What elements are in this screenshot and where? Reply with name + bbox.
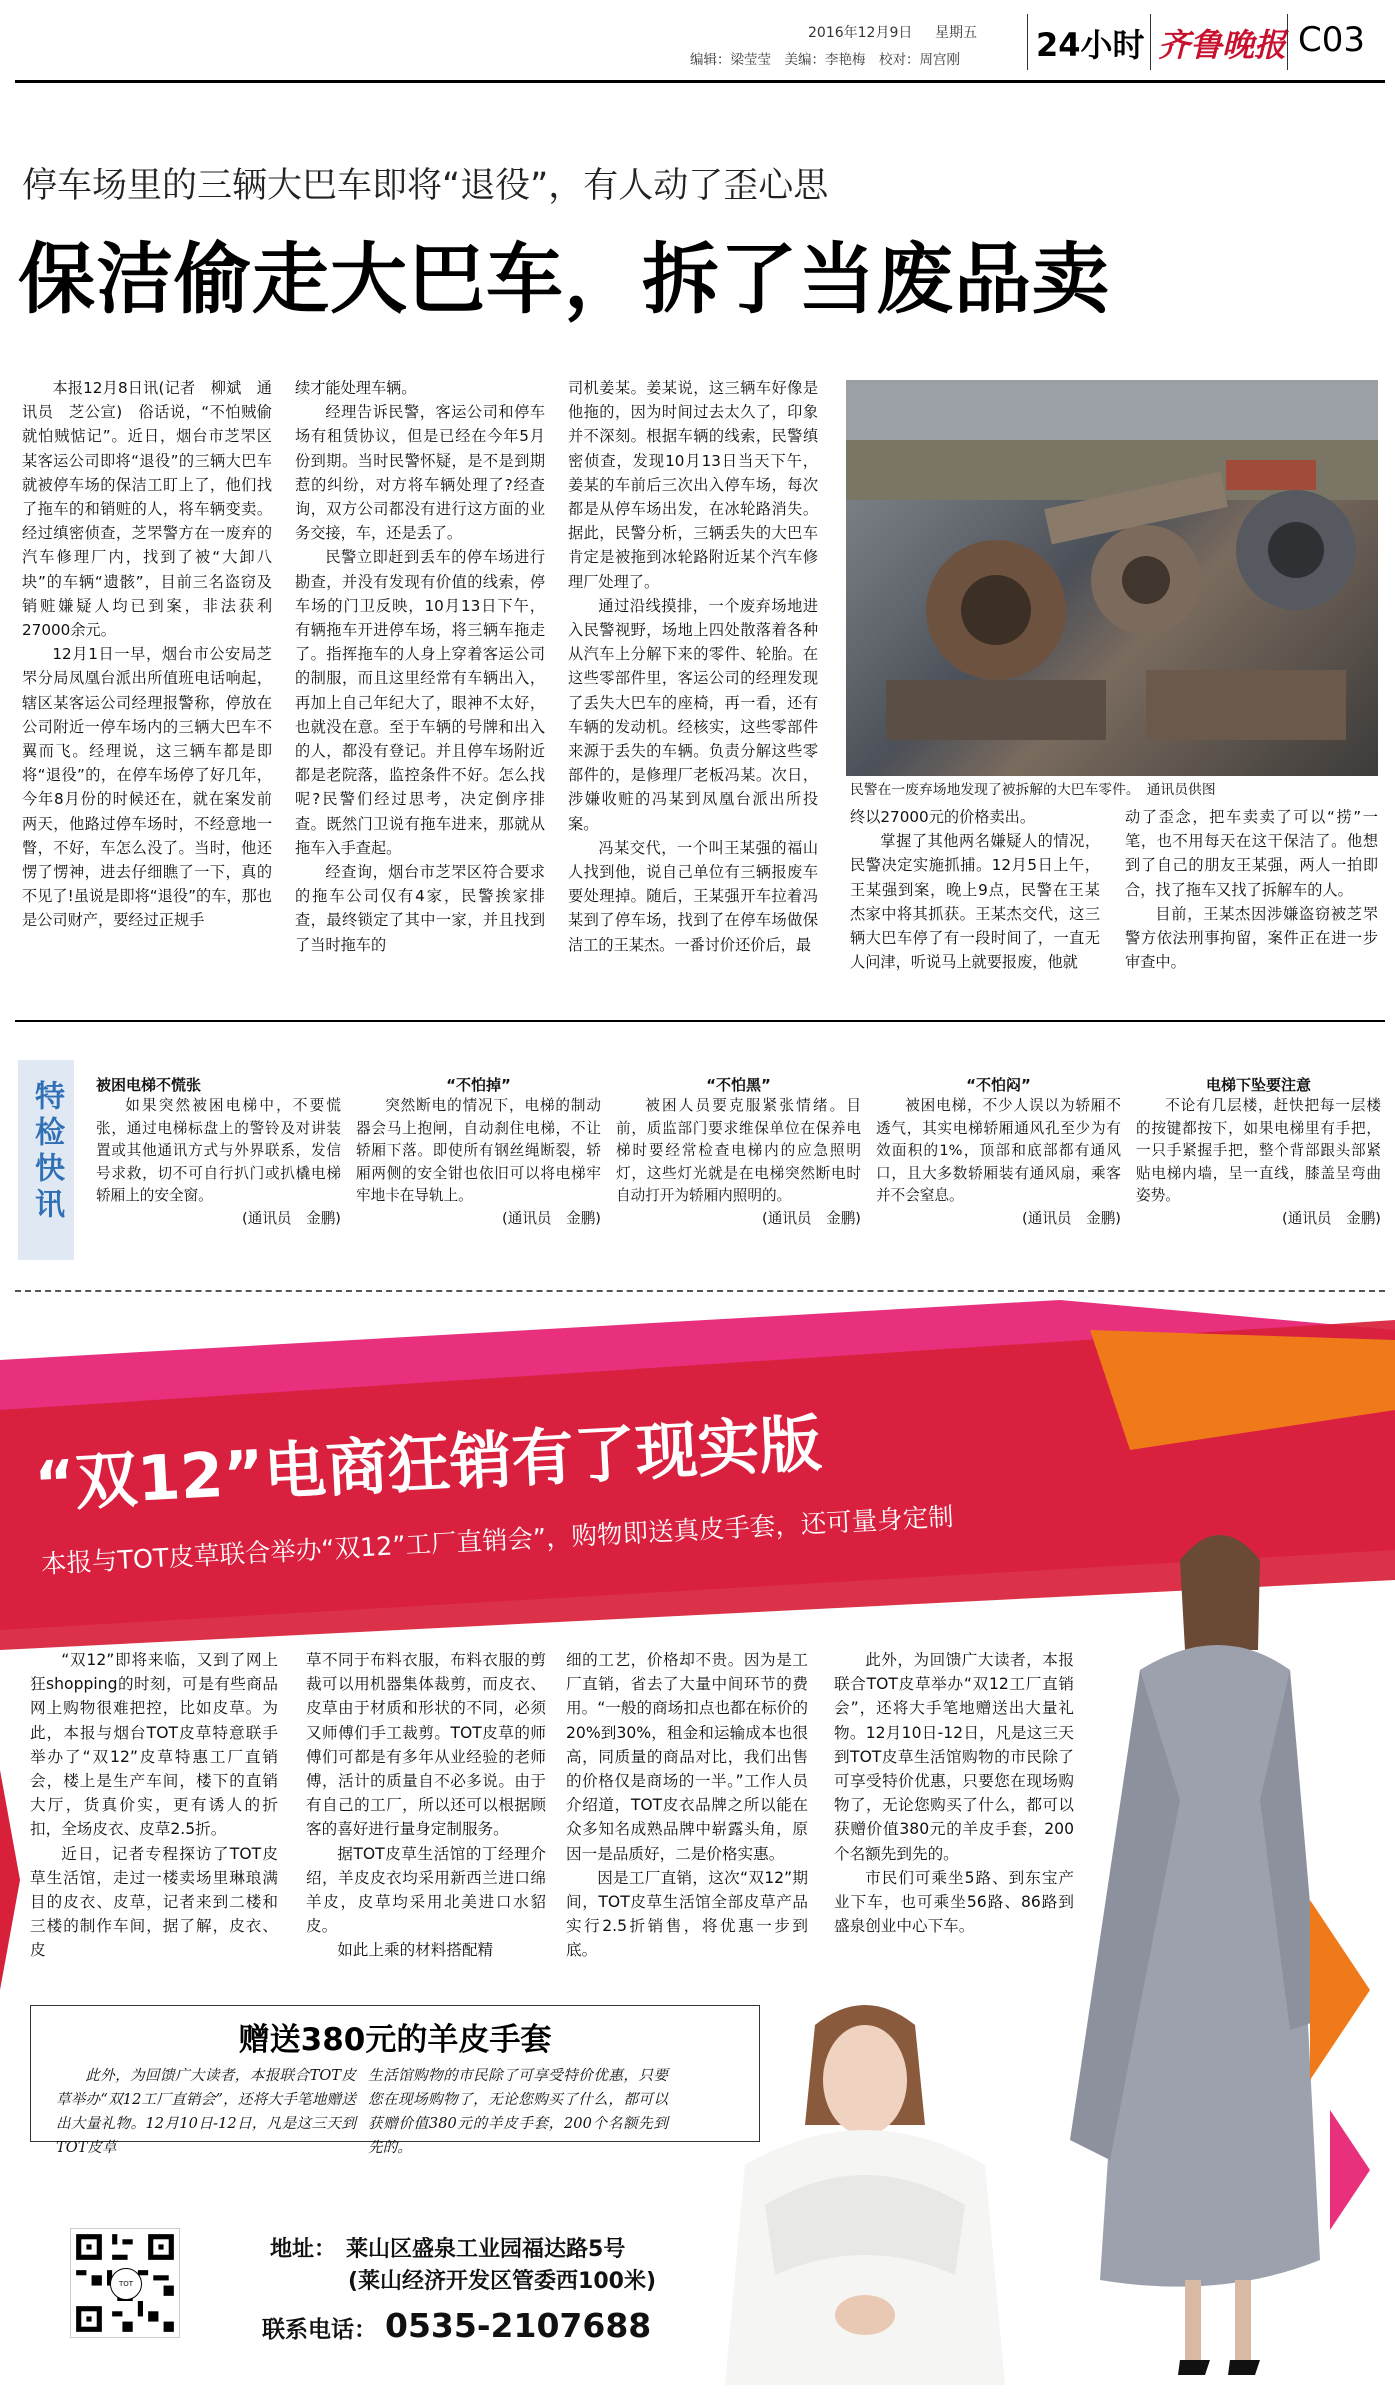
brand-logo-text: TOT: [118, 2280, 134, 2288]
phone-label: 联系电话：: [262, 2317, 377, 2343]
quick-item-body: 被困人员要克服紧张情绪。目前，质监部门要求维保单位在保养电梯时要经常检查电梯内的应急照明灯，这些灯光就是在电梯突然断电时自动打开为轿厢内照明的。: [616, 1097, 861, 1204]
address-line: [270, 2232, 625, 2263]
paragraph: 冯某交代，一个叫王某强的福山人找到他，说自己单位有三辆报废车要处理掉。随后，王某强开车拉着冯某到了停车场，找到了在停车场做保洁工的王某杰。一番讨价还价后，最: [568, 838, 818, 954]
article-column-3: [568, 376, 818, 1006]
paragraph: 市民们可乘坐5路、到东宝产业下车，也可乘坐56路、86路到盛泉创业中心下车。: [834, 1868, 1074, 1936]
quick-item-1: [96, 1074, 341, 1230]
page-header: [0, 0, 1395, 80]
quick-item-2: [356, 1074, 601, 1230]
quick-item-credit: (通讯员 金鹏): [502, 1209, 601, 1227]
model-illustration-2: [725, 1985, 1005, 2385]
quick-item-credit: (通讯员 金鹏): [242, 1209, 341, 1227]
issue-date: 2016年12月9日: [808, 25, 913, 41]
paragraph: 经理告诉民警，客运公司和停车场有租赁协议，但是已经在今年5月份到期。当时民警怀疑，是不是到期惹的纠纷，对方将车辆处理了?经查询，双方公司都没有进行这方面的业务交接，车，还是丢了。: [295, 403, 545, 543]
quick-item-title: “不怕掉”: [446, 1076, 511, 1094]
ad-column-1: [30, 1648, 278, 1988]
quick-item-title: “不怕黑”: [706, 1076, 771, 1094]
gift-title: 赠送380元的羊皮手套: [238, 2022, 552, 2058]
gift-text-left: 此外，为回馈广大读者，本报联合TOT皮草举办“双12工厂直销会”，还将大手笔地赠送出大量礼物。12月10日-12日，凡是这三天到TOT皮草: [56, 2067, 356, 2156]
paragraph: 目前，王某杰因涉嫌盗窃被芝罘警方依法刑事拘留，案件正在进一步审查中。: [1125, 904, 1378, 972]
ad-column-2: [306, 1648, 546, 1988]
paragraph: 如此上乘的材料搭配精: [337, 1941, 494, 1960]
photo-caption: 民警在一废弃场地发现了被拆解的大巴车零件。 通讯员供图: [850, 782, 1216, 798]
quick-item-body: 突然断电的情况下，电梯的制动器会马上抱闸，自动刹住电梯，不让轿厢下落。即使所有钢丝绳断裂，轿厢两侧的安全钳也依旧可以将电梯牢牢地卡在导轨上。: [356, 1097, 601, 1204]
ad-subhead: 本报与TOT皮草联合举办“双12”工厂直销会”，购物即送真皮手套，还可量身定制: [40, 1502, 955, 1580]
quick-item-credit: (通讯员 金鹏): [762, 1209, 861, 1227]
decor-triangle-orange: [1310, 1900, 1370, 2080]
article-kicker: 停车场里的三辆大巴车即将“退役”，有人动了歪心思: [22, 166, 829, 206]
decor-triangle-pink: [1330, 2110, 1370, 2230]
quick-item-body: 如果突然被困电梯中，不要慌张，通过电梯标盘上的警铃及对讲装置或其他通讯方式与外界联系，发信号求救，切不可自行扒门或扒橇电梯轿厢上的安全窗。: [96, 1097, 341, 1204]
paragraph: 动了歪念，把车卖卖了可以“捞”一笔，也不用每天在这干保洁了。他想到了自己的朋友王某强，两人一拍即合，找了拖车又找了拆解车的人。: [1125, 808, 1378, 899]
paragraph: 草不同于布料衣服，布料衣服的剪裁可以用机器集体裁剪，而皮衣、皮草由于材质和形状的不同，必须又师傅们手工裁剪。TOT皮草的师傅们可都是有多年从业经验的老师傅，活计的质量自不必多说。由于有自己的工厂，所以还可以根据顾客的喜好进行量身定制服务。: [306, 1651, 546, 1839]
article-column-4: [850, 805, 1100, 1005]
paragraph: 本报12月8日讯(记者 柳斌 通讯员 芝公宣) 俗话说，“不怕贼偷就怕贼惦记”。近日，烟台市芝罘区某客运公司即将“退役”的三辆大巴车就被停车场的保洁工盯上了，他们找了拖车的和销赃的人，将车辆变卖。经过缜密侦查，芝罘警方在一废弃的汽车修理厂内，找到了被“大卸八块”的车辆“遗骸”，目前三名盗窃及销赃嫌疑人均已到案，非法获利27000余元。: [22, 379, 272, 640]
decor-triangle-red: [0, 1770, 20, 1990]
article-column-2: [295, 376, 545, 1006]
quick-item-title: 电梯下坠要注意: [1205, 1076, 1311, 1094]
paragraph: 民警立即赶到丢车的停车场进行勘查，并没有发现有价值的线索，停车场的门卫反映，10月13日下午，有辆拖车开进停车场，将三辆车拖走了。指挥拖车的人身上穿着客运公司的制服，而且这里经常有车辆出入，再加上自己年纪大了，眼神不太好，也就没在意。至于车辆的号牌和出入的人，都没有登记。并且停车场附近都是老院落，监控条件不好。怎么找呢?民警们经过思考，决定倒序排查。既然门卫说有拖车进来，那就从拖车入手查起。: [295, 548, 545, 857]
gift-text-right: 生活馆购物的市民除了可享受特价优惠，只要您在现场购物了，无论您购买了什么，都可以获赠价值380元的羊皮手套，200个名额先到先的。: [368, 2067, 668, 2156]
quick-item-body: 被困电梯，不少人误以为轿厢不透气，其实电梯轿厢通风孔至少为有效面积的1%，顶部和底部都有通风口，且大多数轿厢装有通风扇，乘客并不会窒息。: [876, 1097, 1121, 1204]
phone-line: [262, 2306, 651, 2345]
address-label: 地址：: [270, 2237, 337, 2262]
article-column-1: [22, 376, 272, 1006]
paragraph: “双12”即将来临，又到了网上狂shopping的时刻，可是有些商品网上购物很难把控，比如皮草。为此，本报与烟台TOT皮草特意联手举办了“双12”皮草特惠工厂直销会，楼上是生产车间，楼下的直销大厅，货真价实，更有诱人的折扣，全场皮衣、皮草2.5折。: [30, 1651, 278, 1839]
paragraph: 因是工厂直销，这次“双12”期间，TOT皮草生活馆全部皮草产品实行2.5折销售，将优惠一步到底。: [566, 1868, 808, 1960]
address-note: (莱山经济开发区管委西100米): [348, 2269, 657, 2294]
paragraph: 续才能处理车辆。: [295, 379, 417, 397]
quick-item-body: 不论有几层楼，赶快把每一层楼的按键都按下，如果电梯里有手把，一只手紧握手把，整个背部跟头部紧贴电梯内墙，呈一直线，膝盖呈弯曲姿势。: [1136, 1097, 1381, 1204]
ad-headline: “双12”电商狂销有了现实版: [32, 1406, 824, 1521]
scrap-parts-image: [846, 380, 1378, 776]
paragraph: 据TOT皮草生活馆的丁经理介绍，羊皮皮衣均采用新西兰进口绵羊皮，皮草均采用北美进口水貂皮。: [306, 1844, 546, 1936]
paragraph: 终以27000元的价格卖出。: [850, 808, 1036, 826]
quick-item-title: “不怕闷”: [966, 1076, 1031, 1094]
paragraph: 近日，记者专程探访了TOT皮草生活馆，走过一楼卖场里琳琅满目的皮衣、皮草，记者来到二楼和三楼的制作车间，据了解，皮衣、皮: [30, 1844, 278, 1960]
quick-item-title: 被困电梯不慌张: [96, 1076, 202, 1094]
page-number: C03: [1298, 20, 1366, 60]
article-title: 保洁偷走大巴车，拆了当废品卖: [18, 236, 1110, 325]
address-value: 莱山区盛泉工业园福达路5号: [346, 2237, 626, 2262]
paper-logo: 齐鲁晚报: [1158, 26, 1287, 64]
issue-weekday: 星期五: [935, 25, 977, 41]
paragraph: 掌握了其他两名嫌疑人的情况，民警决定实施抓捕。12月5日上午，王某强到案，晚上9点，民警在王某杰家中将其抓获。王某杰交代，这三辆大巴车停了有一段时间了，一直无人问津，听说马上就要报废，他就: [850, 832, 1100, 972]
article-photo: [846, 380, 1378, 776]
paragraph: 司机姜某。姜某说，这三辆车好像是他拖的，因为时间过去太久了，印象并不深刻。根据车辆的线索，民警缜密侦查，发现10月13日当天下午，姜某的车前后三次出入停车场，每次都是从停车场出发，在冰轮路消失。据此，民警分析，三辆丢失的大巴车肯定是被拖到冰轮路附近某个汽车修理厂处理了。: [568, 379, 818, 591]
quick-item-5: [1136, 1074, 1381, 1230]
quick-news-label: [18, 1060, 74, 1260]
quick-item-credit: (通讯员 金鹏): [1022, 1209, 1121, 1227]
brand-logo: [110, 2268, 142, 2300]
quick-item-credit: (通讯员 金鹏): [1282, 1209, 1381, 1227]
section-name: 24小时: [1036, 26, 1145, 64]
quick-item-3: [616, 1074, 861, 1230]
white-fur-model-image: [725, 1985, 1005, 2385]
article-column-5: [1125, 805, 1378, 1005]
paragraph: 经查询，烟台市芝罘区符合要求的拖车公司仅有4家，民警挨家排查，最终锁定了其中一家，并且找到了当时拖车的: [295, 863, 545, 954]
ad-column-4: [834, 1648, 1074, 2028]
paragraph: 此外，为回馈广大读者，本报联合TOT皮草举办“双12工厂直销会”，还将大手笔地赠送出大量礼物。12月10日-12日，凡是这三天到TOT皮草生活馆购物的市民除了可享受特价优惠，只要您在现场购物了，无论您购买了什么，都可以获赠价值380元的羊皮手套，200个名额先到先的。: [834, 1651, 1074, 1863]
phone-number[interactable]: 0535-2107688: [385, 2306, 652, 2345]
paragraph: 通过沿线摸排，一个废弃场地进入民警视野，场地上四处散落着各种从汽车上分解下来的零件、轮胎。在这些零部件里，客运公司的经理发现了丢失大巴车的座椅，再一看，还有车辆的发动机。经核实，这些零部件来源于丢失的车辆。负责分解这些零部件的，是修理厂老板冯某。次日，涉嫌收赃的冯某到凤凰台派出所投案。: [568, 596, 818, 833]
paragraph: 12月1日一早，烟台市公安局芝罘分局凤凰台派出所值班电话响起，辖区某客运公司经理报警称，停放在公司附近一停车场内的三辆大巴车不翼而飞。经理说，这三辆车都是即将“退役”的，在停车场停了好几年，今年8月份的时候还在，就在案发前两天，他路过停车场时，不经意地一瞥，不好，车怎么没了。当时，他还愣了愣神，进去仔细瞧了一下，真的不见了!虽说是即将“退役”的车，那也是公司财产，要经过正规手: [22, 645, 272, 930]
paragraph: 细的工艺，价格却不贵。因为是工厂直销，省去了大量中间环节的费用。“一般的商场扣点也都在标价的20%到30%，租金和运输成本也很高，同质量的商品对比，我们出售的价格仅是商场的一半。”工作人员介绍道，TOT皮衣品牌之所以能在众多知名成熟品牌中崭露头角，原因一是品质好，二是价格实惠。: [566, 1651, 808, 1863]
quick-item-4: [876, 1074, 1121, 1230]
ad-column-3: [566, 1648, 808, 1988]
editor-line: 编辑：梁莹莹 美编：李艳梅 校对：周宫刚: [690, 52, 960, 68]
quick-news-label-text: 特检快讯: [29, 1080, 64, 1224]
